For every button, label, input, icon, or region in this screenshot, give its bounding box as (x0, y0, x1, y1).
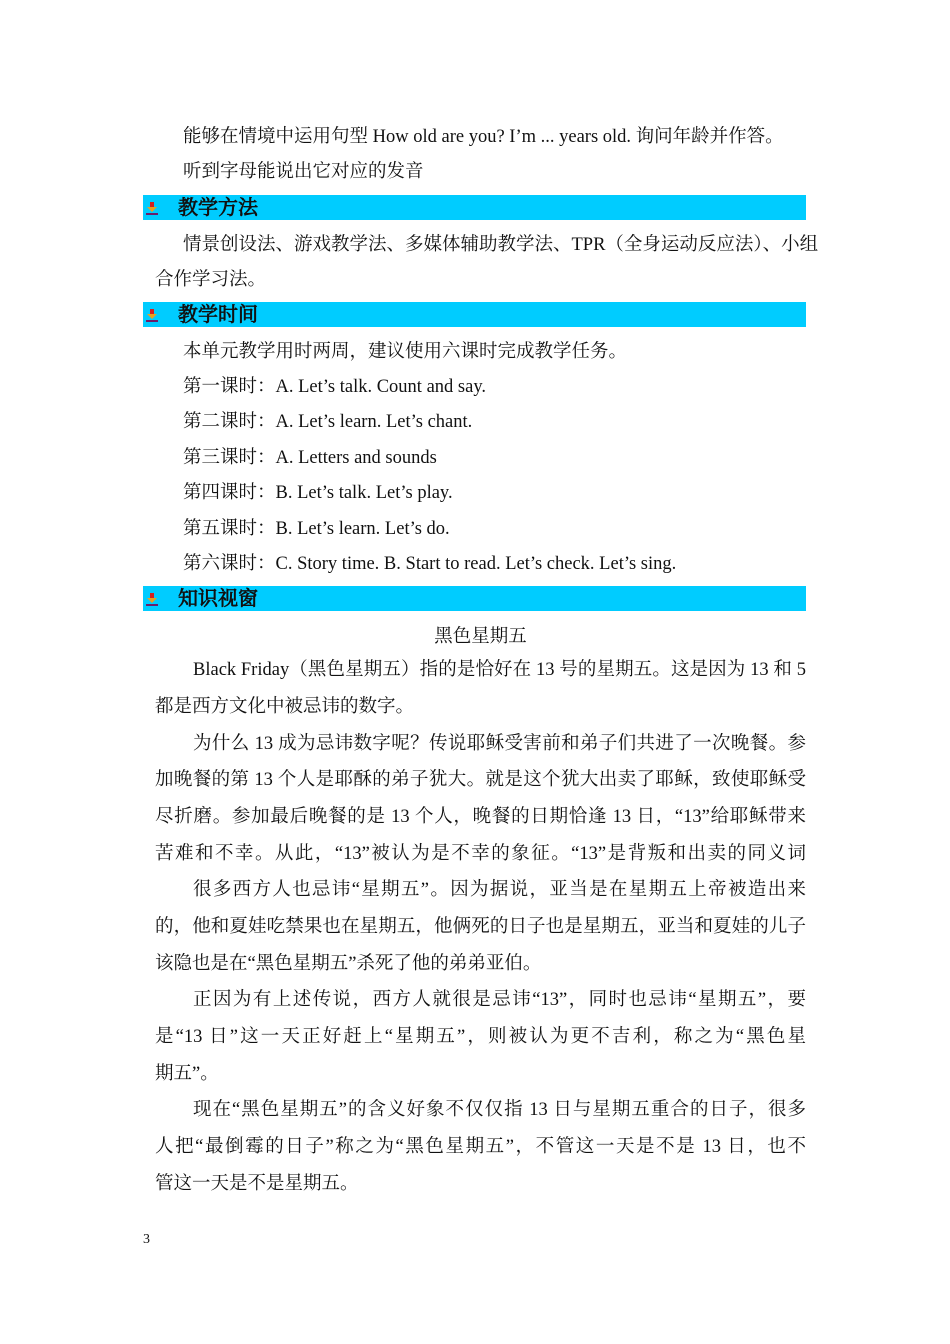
bullet-down-arrow-icon (145, 308, 159, 322)
lesson-item: 第六课时：C. Story time. B. Start to read. Let’s check. Let’s sing. (183, 554, 677, 574)
page-number: 3 (143, 1232, 150, 1247)
intro-line: 听到字母能说出它对应的发音 (183, 162, 424, 182)
paragraph-line: 该隐也是在“黑色星期五”杀死了他的弟弟亚伯。 (155, 954, 542, 974)
time-intro: 本单元教学用时两周，建议使用六课时完成教学任务。 (183, 342, 628, 362)
lesson-item: 第三课时：A. Letters and sounds (183, 448, 437, 468)
lesson-item: 第一课时：A. Let’s talk. Count and say. (183, 377, 486, 397)
paragraph-line: 都是西方文化中被忌讳的数字。 (155, 697, 415, 717)
section-header-time (143, 302, 806, 327)
lesson-item: 第四课时：B. Let’s talk. Let’s play. (183, 483, 453, 503)
article-title: 黑色星期五 (434, 627, 527, 647)
paragraph-line: 人把“最倒霉的日子”称之为“黑色星期五”，不管这一天是不是 13 日，也不 (155, 1137, 806, 1157)
paragraph-line: 苦难和不幸。从此，“13”被认为是不幸的象征。“13”是背叛和出卖的同义词 (155, 844, 806, 864)
lesson-item: 第五课时：B. Let’s learn. Let’s do. (183, 519, 450, 539)
section-header-knowledge (143, 586, 806, 611)
section-header-method (143, 195, 806, 220)
section-title: 教学方法 (178, 195, 258, 219)
method-line: 合作学习法。 (155, 270, 267, 290)
lesson-item: 第二课时：A. Let’s learn. Let’s chant. (183, 412, 473, 432)
method-line: 情景创设法、游戏教学法、多媒体辅助教学法、TPR（全身运动反应法）、小组 (183, 235, 819, 255)
bullet-down-arrow-icon (145, 201, 159, 215)
paragraph-line: 加晚餐的第 13 个人是耶酥的弟子犹大。就是这个犹大出卖了耶稣，致使耶稣受 (155, 770, 806, 790)
paragraph-line: 期五”。 (155, 1064, 219, 1084)
intro-line: 能够在情境中运用句型 How old are you? I’m ... years old. 询问年龄并作答。 (183, 127, 784, 147)
paragraph-line: 为什么 13 成为忌讳数字呢？传说耶稣受害前和弟子们共进了一次晚餐。参 (193, 734, 806, 754)
bullet-down-arrow-icon (145, 592, 159, 606)
paragraph-line: 现在“黑色星期五”的含义好象不仅仅指 13 日与星期五重合的日子，很多 (193, 1100, 806, 1120)
section-title: 知识视窗 (178, 586, 258, 610)
paragraph-line: 的，他和夏娃吃禁果也在星期五，他俩死的日子也是星期五，亚当和夏娃的儿子 (155, 917, 806, 937)
paragraph-line: 正因为有上述传说，西方人就很是忌讳“13”，同时也忌讳“星期五”，要 (193, 990, 806, 1010)
paragraph-line: 管这一天是不是星期五。 (155, 1174, 359, 1194)
paragraph-line: 很多西方人也忌讳“星期五”。因为据说，亚当是在星期五上帝被造出来 (193, 880, 806, 900)
paragraph-line: Black Friday（黑色星期五）指的是恰好在 13 号的星期五。这是因为 13 和 5 (193, 660, 806, 680)
paragraph-line: 尽折磨。参加最后晚餐的是 13 个人，晚餐的日期恰逢 13 日，“13”给耶稣带来 (155, 807, 806, 827)
section-title: 教学时间 (178, 302, 258, 326)
paragraph-line: 是“13 日”这一天正好赶上“星期五”，则被认为更不吉利，称之为“黑色星 (155, 1027, 806, 1047)
